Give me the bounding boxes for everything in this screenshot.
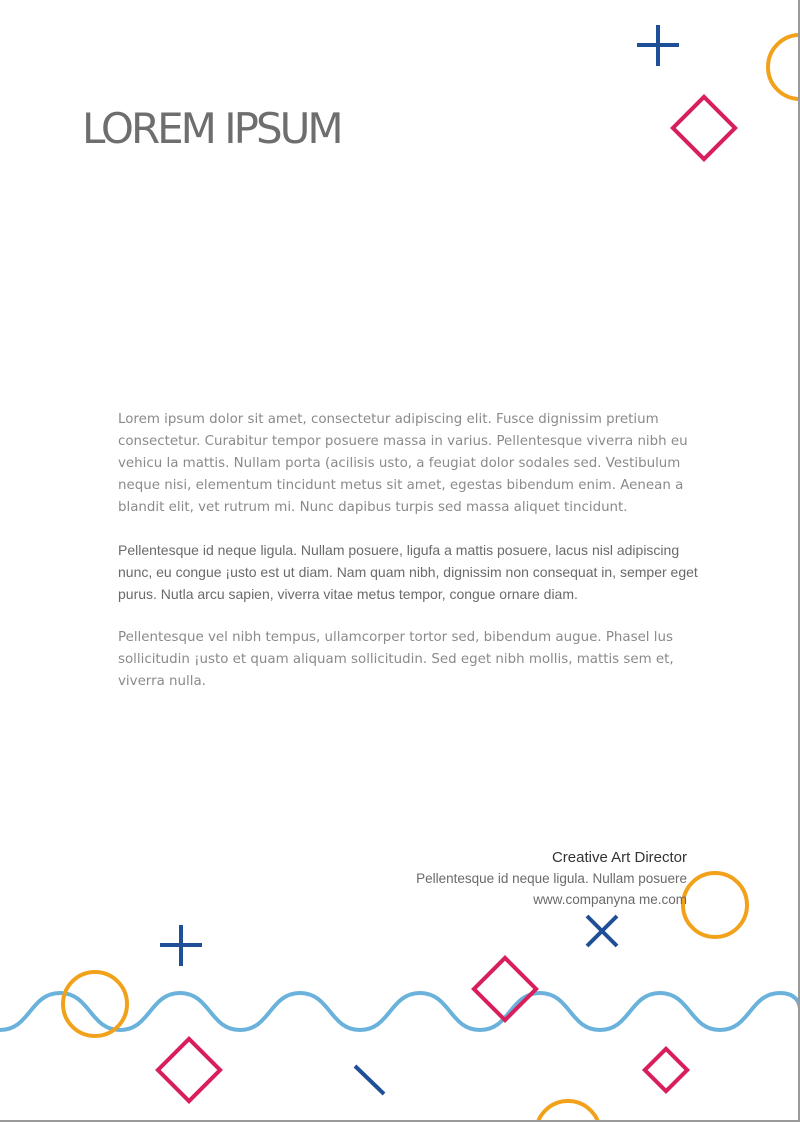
circle-icon	[536, 1101, 600, 1122]
cross-icon	[587, 916, 617, 946]
body-text	[118, 409, 708, 713]
company-website: www.companyna me.com	[533, 892, 687, 907]
signature-role: Creative Art Director	[551, 849, 687, 866]
plus-icon	[637, 25, 679, 66]
plus-icon	[160, 925, 202, 966]
diamond-icon	[158, 1039, 220, 1101]
diamond-icon	[474, 958, 536, 1020]
dash-icon	[355, 1066, 384, 1094]
paragraph: Pellentesque vel nibh tempus, ullamcorper tortor sed, bibendum augue. Phasel lus sollicitudin ¡usto et quam aliquam sollicitudin. Sed eget nibh mollis, mattis sem et, viverra nulla.	[118, 630, 674, 689]
circle-icon	[768, 35, 800, 99]
signature-tagline: Pellentesque id neque ligula. Nullam posuere	[416, 871, 687, 886]
signature-block	[416, 847, 687, 910]
paragraph: Lorem ipsum dolor sit amet, consectetur adipiscing elit. Fusce dignissim pretium consectetur. Curabitur tempor posuere massa in varius. Pellentesque viverra nibh eu vehicu la mattis. Nullam porta (acilisis usto, a feugiat dolor sodales sed. Vestibulum neque nisi, elementum tincidunt metus sit amet, egestas bibendum enim. Aenean a blandit elit, vet rutrum mi. Nunc dapibus turpis sed massa aliquet tincidunt.	[118, 412, 688, 515]
paragraph: Pellentesque id neque ligula. Nullam posuere, ligufa a mattis posuere, lacus nisl adipiscing nunc, eu congue ¡usto est ut diam. Nam quam nibh, dignissim non consequat in, semper eget purus. Nutla arcu sapien, viverra vitae metus tempor, congue ornare diam.	[118, 542, 698, 602]
diamond-icon	[673, 97, 735, 159]
document-title: LOREM IPSUM	[82, 104, 341, 153]
circle-icon	[63, 972, 127, 1036]
circle-icon	[683, 873, 747, 937]
diamond-icon	[645, 1049, 687, 1091]
